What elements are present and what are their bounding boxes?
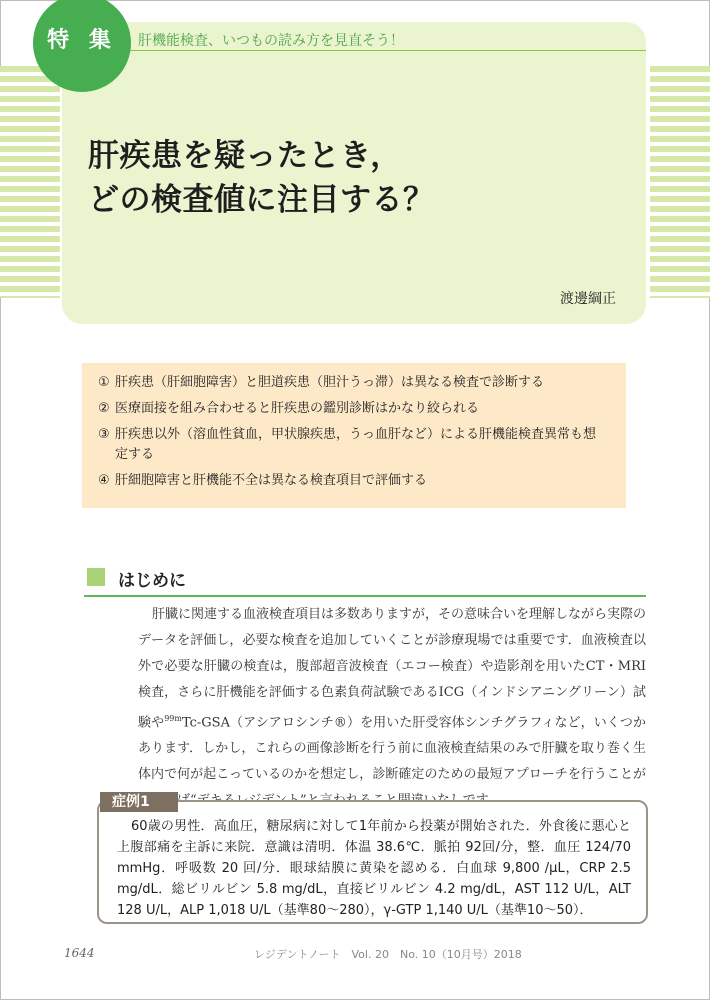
key-point-text: 肝疾患（肝細胞障害）と胆道疾患（胆汁うっ滞）は異なる検査で診断する — [115, 375, 545, 390]
key-point-number: ④ — [98, 473, 110, 488]
key-points-box — [82, 363, 626, 508]
key-point-number: ② — [98, 401, 110, 416]
key-point-text: 医療面接を組み合わせると肝疾患の鑑別診断はかなり絞られる — [115, 401, 480, 416]
intro-text-a: 肝臓に関連する血液検査項目は多数ありますが，その意味合いを理解しながら実際のデータを評価し，必要な検査を追加していくことが診療現場では重要です．血液検査以外で必要な肝臓の検査は，腹部超音波検査（エコー検査）や造影剤を用いたCT・MRI検査，さらに肝機能を評価する色素負荷試験であるICG（インドシアニングリーン）試験や — [138, 607, 647, 731]
header-stripes-left — [0, 66, 60, 298]
key-point-number: ① — [98, 375, 110, 390]
key-point — [98, 425, 610, 465]
intro-paragraph — [138, 602, 646, 814]
header-stripes-right — [650, 66, 710, 298]
title-line-1: 肝疾患を疑ったとき， — [88, 138, 402, 174]
key-point-text-cont: 定する — [115, 447, 155, 462]
key-point — [98, 373, 610, 393]
section-rule — [84, 595, 646, 597]
key-point-text: 肝疾患以外（溶血性貧血，甲状腺疾患，うっ血肝など）による肝機能検査異常も想 — [115, 427, 597, 442]
section-marker — [87, 568, 105, 586]
intro-text-b: Tc-GSA（アシアロシンチ®）を用いた肝受容体シンチグラフィなど，いくつかあります．しかし，これらの画像診断を行う前に血液検査結果のみで肝臓を取り巻く生体内で何が起こっているのかを想定し，診断確定のための最短アプローチを行うことが — [138, 715, 646, 783]
isotope-superscript: 99m — [164, 714, 182, 723]
feature-kicker: 肝機能検査、いつもの読み方を見直そう！ — [138, 33, 404, 49]
title-line-2: どの検査値に注目する？ — [88, 182, 435, 218]
key-point — [98, 399, 610, 419]
key-point-number: ③ — [98, 427, 110, 442]
page-number: 1644 — [64, 946, 95, 960]
case-text: 60歳の男性．高血圧，糖尿病に対して1年前から投薬が開始された．外食後に悪心と上腹部痛を主訴に来院．意識は清明．体温 38.6℃．脈拍 92回/分，整．血圧 124/70 mmHg．呼吸数 20 回/分．眼球結膜に黄染を認める．白血球 9,800 /μL，CRP 2.5 mg/dL．総ビリルビン 5.8 mg/dL，直接ビリルビン 4.2 mg/dL，AST 112 U/L，ALT 128 U/L，ALP 1,018 U/L（基準80～280），γ-GTP 1,140 U/L（基準10～50）． — [117, 819, 631, 918]
case-label: 症例1 — [100, 792, 178, 812]
section-heading: はじめに — [118, 571, 186, 591]
key-point-text: 肝細胞障害と肝機能不全は異なる検査項目で評価する — [115, 473, 428, 488]
key-point — [98, 471, 610, 491]
feature-badge-label: 特 集 — [47, 28, 117, 53]
journal-footer: レジデントノート Vol. 20 No. 10（10月号）2018 — [254, 948, 522, 961]
kicker-rule — [130, 50, 646, 51]
author-name: 渡邊綱正 — [560, 291, 616, 307]
key-points-list — [82, 363, 626, 491]
article-title — [88, 134, 435, 222]
